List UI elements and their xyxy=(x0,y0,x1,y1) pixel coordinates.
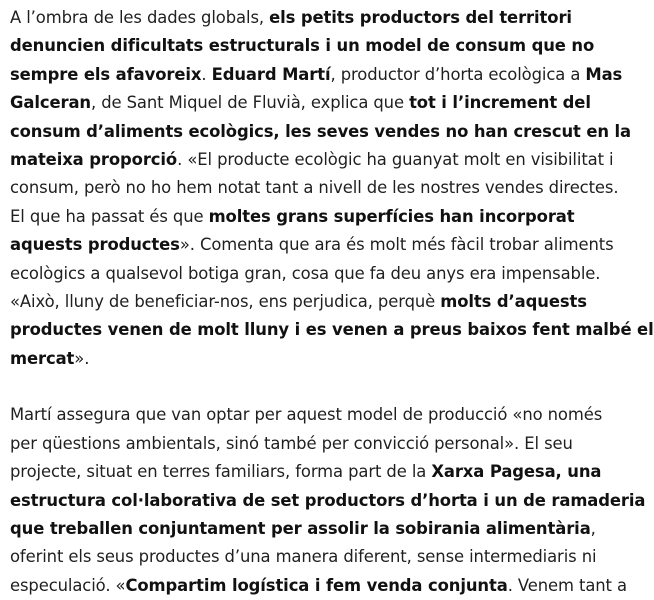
body-text: . xyxy=(201,64,212,84)
body-text: ecològics a qualsevol botiga gran, cosa que fa deu anys era impensable. xyxy=(10,263,601,283)
bold-text: Compartim logística i fem venda conjunta xyxy=(125,575,508,595)
text-line xyxy=(10,515,610,543)
text-line xyxy=(10,345,610,373)
bold-text: Eduard Martí xyxy=(211,64,331,84)
bold-text: Galceran xyxy=(10,93,91,113)
body-text: ». xyxy=(74,348,90,368)
bold-text: moltes grans superfícies han incorporat xyxy=(208,206,575,226)
body-text: oferint els seus productes d’una manera diferent, sense intermediaris ni xyxy=(10,547,597,567)
text-line xyxy=(10,316,654,344)
bold-text: consum d’aliments ecològics, les seves vendes no han crescut en la xyxy=(10,121,632,141)
body-text: projecte, situat en terres familiars, forma part de la xyxy=(10,462,432,482)
body-text: especulació. « xyxy=(10,575,126,595)
body-text: . Venem tant a xyxy=(507,575,627,595)
bold-text: Xarxa Pagesa, una xyxy=(431,462,602,482)
text-line xyxy=(10,260,610,288)
bold-text: estructura col·laborativa de set productors d’horta i un de ramaderia xyxy=(10,490,646,510)
body-text: A l’ombra de les dades globals, xyxy=(10,8,270,27)
body-text: per qüestions ambientals, sinó també per convicció personal». El seu xyxy=(10,433,573,453)
body-text: , de Sant Miquel de Fluvià, explica que xyxy=(90,93,410,113)
bold-text: Mas xyxy=(585,64,623,84)
body-text: . «El producte ecològic ha guanyat molt en visibilitat i xyxy=(177,150,614,170)
text-line xyxy=(10,4,610,32)
bold-text: els petits productors del territori xyxy=(269,8,572,27)
bold-text: molts d’aquests xyxy=(440,292,587,312)
text-line xyxy=(10,89,610,117)
bold-text: mercat xyxy=(10,348,75,368)
text-line xyxy=(10,458,610,486)
bold-text: aquests productes xyxy=(10,235,180,255)
bold-text: que treballen conjuntament per assolir la sobirania alimentària xyxy=(10,518,591,538)
body-text: consum, però no ho hem notat tant a nivell de les nostres vendes directes. xyxy=(10,178,619,198)
text-line xyxy=(10,487,646,515)
text-line xyxy=(10,231,614,259)
text-line xyxy=(10,146,614,174)
text-line xyxy=(10,430,610,458)
text-line xyxy=(10,203,610,231)
text-line xyxy=(10,32,610,60)
body-text: , xyxy=(590,518,596,538)
bold-text: sempre els afavoreix xyxy=(10,64,202,84)
text-line xyxy=(10,572,627,600)
text-line xyxy=(10,61,623,89)
body-text: ». Comenta que ara és molt més fàcil trobar aliments xyxy=(179,235,614,255)
body-text: , productor d’horta ecològica a xyxy=(330,64,586,84)
article-paragraph xyxy=(10,4,654,373)
article-body xyxy=(10,4,654,600)
body-text: Martí assegura que van optar per aquest model de producció «no només xyxy=(10,405,603,425)
bold-text: productes venen de molt lluny i es venen a preus baixos fent malbé el xyxy=(10,320,654,340)
text-line xyxy=(10,288,610,316)
body-text: El que ha passat és que xyxy=(10,206,209,226)
bold-text: tot i l’increment del xyxy=(409,93,591,113)
bold-text: mateixa proporció xyxy=(10,150,178,170)
text-line xyxy=(10,401,610,429)
text-line xyxy=(10,543,610,571)
text-line xyxy=(10,174,619,202)
body-text: «Això, lluny de beneficiar-nos, ens perjudica, perquè xyxy=(10,292,441,312)
article-paragraph xyxy=(10,401,646,600)
bold-text: denuncien dificultats estructurals i un model de consum que no xyxy=(10,36,595,56)
text-line xyxy=(10,118,632,146)
